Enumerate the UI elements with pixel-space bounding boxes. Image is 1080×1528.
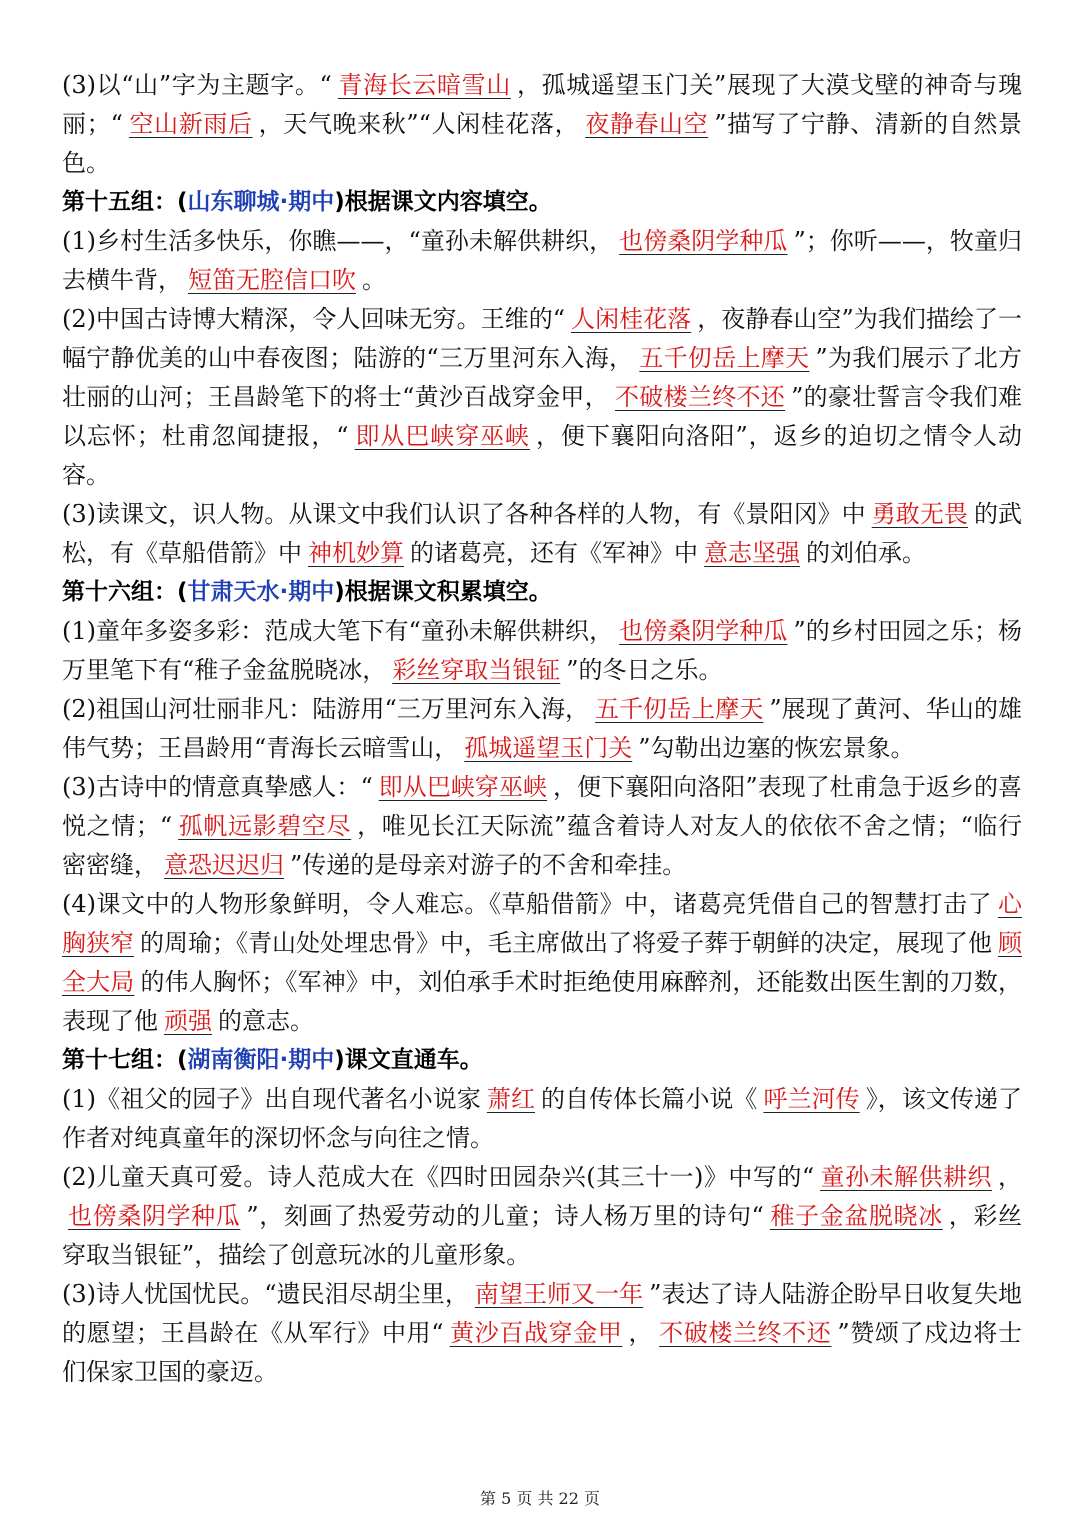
answer-blank: 孤城遥望玉门关	[464, 734, 633, 762]
answer-blank: 五千仞岳上摩天	[639, 344, 810, 372]
question-15-1	[62, 222, 1022, 300]
text: ，便下襄阳向洛阳”表现了杜甫急于返乡的喜悦之情；“	[62, 773, 1023, 840]
question-17-1	[62, 1080, 1022, 1158]
text: (3)以“山”字为主题字。“	[62, 71, 332, 99]
text: ”传递的是母亲对游子的不舍和牵挂。	[290, 851, 687, 879]
group-16-heading	[62, 573, 1022, 612]
question-17-3	[62, 1275, 1022, 1392]
text: (4)课文中的人物形象鲜明，令人难忘。《草船借箭》中，诸葛亮凭借自己的智慧打击了	[62, 890, 992, 918]
text: ，	[628, 1319, 654, 1347]
answer-blank: 呼兰河传	[763, 1085, 860, 1113]
answer-blank: 也傍桑阴学种瓜	[619, 227, 788, 255]
worksheet-page	[62, 66, 1022, 1392]
heading-text: 第十六组：(	[62, 579, 188, 605]
text: ，便下襄阳向洛阳”，返乡的迫切之情令人动容。	[62, 422, 1022, 489]
answer-blank: 勇敢无畏	[871, 500, 968, 528]
text: ”为我们展示了北方壮丽的山河；王昌龄笔下的将士“黄沙百战穿金甲，	[62, 344, 1022, 411]
text: ”的冬日之乐。	[566, 656, 723, 684]
heading-text: 第十七组：(	[62, 1047, 188, 1073]
group-17-heading	[62, 1041, 1022, 1080]
text: 的伟人胸怀；《军神》中，刘伯承手术时拒绝使用麻醉剂，还能数出医生割的刀数，表现了他	[62, 968, 1023, 1035]
source-tag: 山东聊城·期中	[187, 189, 335, 215]
question-17-2	[62, 1158, 1022, 1275]
answer-blank: 也傍桑阴学种瓜	[619, 617, 788, 645]
text: (1)《祖父的园子》出自现代著名小说家	[62, 1085, 481, 1113]
answer-blank: 顽强	[164, 1007, 212, 1035]
answer-blank: 彩丝穿取当银钲	[392, 656, 561, 684]
question-16-3	[62, 768, 1022, 885]
text: (3)古诗中的情意真挚感人：“	[62, 773, 373, 801]
text: ，夜静春山空”为我们描绘了一幅宁静优美的山中春夜图；陆游的“三万里河东入海，	[62, 305, 1023, 372]
heading-text: )课文直通车。	[334, 1047, 483, 1073]
heading-text: 第十五组：(	[62, 189, 188, 215]
answer-blank: 夜静春山空	[585, 110, 709, 138]
text: ，孤城遥望玉门关”展现了大漠戈壁的神奇与瑰丽；“	[62, 71, 1022, 138]
text: ”赞颂了戍边将士们保家卫国的豪迈。	[62, 1319, 1023, 1386]
paragraph-mountain-theme	[62, 66, 1022, 183]
text: ”，刻画了热爱劳动的儿童；诗人杨万里的诗句“	[246, 1202, 764, 1230]
group-15-heading	[62, 183, 1022, 222]
source-tag: 甘肃天水·期中	[187, 579, 335, 605]
source-tag: 湖南衡阳·期中	[187, 1047, 335, 1073]
answer-blank: 不破楼兰终不还	[659, 1319, 832, 1347]
text: ，彩丝穿取当银钲”，描绘了创意玩冰的儿童形象。	[62, 1202, 1022, 1269]
text: (2)祖国山河壮丽非凡：陆游用“三万里河东入海，	[62, 695, 590, 723]
question-16-1	[62, 612, 1022, 690]
text: (2)儿童天真可爱。诗人范成大在《四时田园杂兴(其三十一)》中写的“	[62, 1163, 815, 1191]
answer-blank: 不破楼兰终不还	[615, 383, 786, 411]
text: ”描写了宁静、清新的自然景色。	[62, 110, 1022, 177]
answer-blank: 神机妙算	[308, 539, 404, 567]
page-footer: 第 5 页 共 22 页	[480, 1489, 600, 1508]
answer-blank: 人闲桂花落	[571, 305, 692, 333]
text: ，	[998, 1163, 1022, 1191]
answer-blank: 黄沙百战穿金甲	[449, 1319, 623, 1347]
answer-blank: 意恐迟迟归	[164, 851, 284, 879]
question-15-2	[62, 300, 1022, 495]
answer-blank: 萧红	[486, 1085, 535, 1113]
question-16-2	[62, 690, 1022, 768]
answer-blank: 心胸狭窄	[62, 890, 1022, 957]
text: ”的豪壮誓言令我们难以忘怀；杜甫忽闻捷报，“	[62, 383, 1022, 450]
answer-blank: 即从巴峡穿巫峡	[378, 773, 548, 801]
text: 的武松，有《草船借箭》中	[62, 500, 1023, 567]
heading-text: )根据课文积累填空。	[334, 579, 552, 605]
answer-blank: 即从巴峡穿巫峡	[354, 422, 530, 450]
heading-text: )根据课文内容填空。	[334, 189, 552, 215]
text: (3)诗人忧国忧民。“遗民泪尽胡尘里，	[62, 1280, 469, 1308]
answer-blank: 童孙未解供耕织	[820, 1163, 992, 1191]
text: 的意志。	[218, 1007, 314, 1035]
question-16-4	[62, 885, 1022, 1041]
text: ”勾勒出边塞的恢宏景象。	[638, 734, 915, 762]
answer-blank: 意志坚强	[704, 539, 800, 567]
text: (1)童年多姿多彩：范成大笔下有“童孙未解供耕织，	[62, 617, 614, 645]
answer-blank: 南望王师又一年	[474, 1280, 644, 1308]
text: 》，该文传递了作者对纯真童年的深切怀念与向往之情。	[62, 1085, 1023, 1152]
answer-blank: 孤帆远影碧空尽	[178, 812, 352, 840]
text: 的诸葛亮，还有《军神》中	[410, 539, 698, 567]
answer-blank: 五千仞岳上摩天	[595, 695, 764, 723]
answer-blank: 稚子金盆脱晓冰	[769, 1202, 943, 1230]
answer-blank: 空山新雨后	[128, 110, 253, 138]
text: (2)中国古诗博大精深，令人回味无穷。王维的“	[62, 305, 566, 333]
text: 的刘伯承。	[806, 539, 926, 567]
text: 的周瑜；《青山处处埋忠骨》中，毛主席做出了将爱子葬于朝鲜的决定，展现了他	[140, 929, 992, 957]
text: 。	[362, 266, 386, 294]
text: ”表达了诗人陆游企盼早日收复失地的愿望；王昌龄在《从军行》中用“	[62, 1280, 1022, 1347]
text: ”的乡村田园之乐；杨万里笔下有“稚子金盆脱晓冰，	[62, 617, 1022, 684]
text: (3)读课文，识人物。从课文中我们认识了各种各样的人物，有《景阳冈》中	[62, 500, 866, 528]
question-15-3	[62, 495, 1022, 573]
answer-blank: 青海长云暗雪山	[337, 71, 511, 99]
answer-blank: 短笛无腔信口吹	[188, 266, 356, 294]
answer-blank: 也傍桑阴学种瓜	[68, 1202, 241, 1230]
text: ，唯见长江天际流”蕴含着诗人对友人的依依不舍之情；“临行密密缝，	[62, 812, 1022, 879]
text: ”展现了黄河、华山的雄伟气势；王昌龄用“青海长云暗雪山，	[62, 695, 1023, 762]
text: 的自传体长篇小说《	[541, 1085, 758, 1113]
text: ，天气晚来秋”“人闲桂花落，	[258, 110, 580, 138]
text: (1)乡村生活多快乐，你瞧——，“童孙未解供耕织，	[62, 227, 614, 255]
answer-blank: 顾全大局	[62, 929, 1022, 996]
text: ”；你听——，牧童归去横牛背，	[62, 227, 1023, 294]
